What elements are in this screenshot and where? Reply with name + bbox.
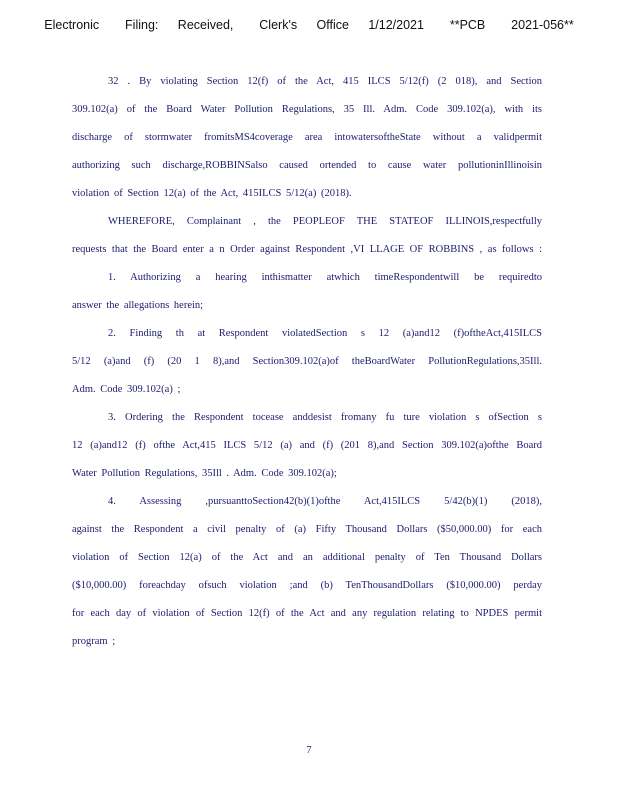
document-body [72, 68, 542, 656]
request-item-2 [72, 320, 542, 404]
paragraph-line: ($10,000.00) foreachday ofsuch violation ;and (b) TenThousandDollars ($10,000.00) perday [72, 580, 542, 591]
paragraph-line: 3. Ordering the Respondent tocease anddesist fromany fu ture violation s ofSection s [108, 412, 542, 423]
paragraph-line: 32 . By violating Section 12(f) of the Act, 415 ILCS 5/12(f) (2 018), and Section [108, 76, 542, 87]
request-item-4 [72, 488, 542, 656]
page-number: 7 [306, 745, 312, 756]
request-item-1 [72, 264, 542, 320]
paragraph-line: Adm. Code 309.102(a) ; [72, 384, 181, 395]
paragraph-line: 1. Authorizing a hearing inthismatter atwhich timeRespondentwill be requiredto [108, 272, 542, 283]
paragraph-line: Water Pollution Regulations, 35Ill . Adm. Code 309.102(a); [72, 468, 337, 479]
paragraph-line: requests that the Board enter a n Order against Respondent ,VI LLAGE OF ROBBINS , as follows : [72, 244, 542, 255]
paragraph-line: 309.102(a) of the Board Water Pollution Regulations, 35 Ill. Adm. Code 309.102(a), with its [72, 104, 542, 115]
wherefore-paragraph [72, 208, 542, 264]
paragraph-line: violation of Section 12(a) of the Act and an additional penalty of Ten Thousand Dollars [72, 552, 542, 563]
paragraph-line: 4. Assessing ,pursuanttoSection42(b)(1)ofthe Act,415ILCS 5/42(b)(1) (2018), [108, 496, 542, 507]
request-item-3 [72, 404, 542, 488]
paragraph-line: program ; [72, 636, 116, 647]
paragraph-line: 5/12 (a)and (f) (20 1 8),and Section309.102(a)of theBoardWater PollutionRegulations,35Ill. [72, 356, 542, 367]
paragraph-line: discharge of stormwater fromitsMS4coverage area intowatersoftheState without a validpermit [72, 132, 542, 143]
paragraph-line: violation of Section 12(a) of the Act, 415ILCS 5/12(a) (2018). [72, 188, 352, 199]
paragraph-line: for each day of violation of Section 12(f) of the Act and any regulation relating to NPDES permit [72, 608, 542, 619]
paragraph-line: authorizing such discharge,ROBBINSalso caused ortended to cause water pollutioninIllinoisin [72, 160, 542, 171]
paragraph-line: against the Respondent a civil penalty of (a) Fifty Thousand Dollars ($50,000.00) for each [72, 524, 542, 535]
paragraph-line: answer the allegations herein; [72, 300, 204, 311]
paragraph-32 [72, 68, 542, 208]
filing-header: Electronic Filing: Received, Clerk's Office 1/12/2021 **PCB 2021-056** [44, 18, 574, 32]
paragraph-line: 2. Finding th at Respondent violatedSection s 12 (a)and12 (f)oftheAct,415ILCS [108, 328, 542, 339]
paragraph-line: WHEREFORE, Complainant , the PEOPLEOF THE STATEOF ILLINOIS,respectfully [108, 216, 542, 227]
paragraph-line: 12 (a)and12 (f) ofthe Act,415 ILCS 5/12 (a) and (f) (201 8),and Section 309.102(a)ofthe Board [72, 440, 542, 451]
